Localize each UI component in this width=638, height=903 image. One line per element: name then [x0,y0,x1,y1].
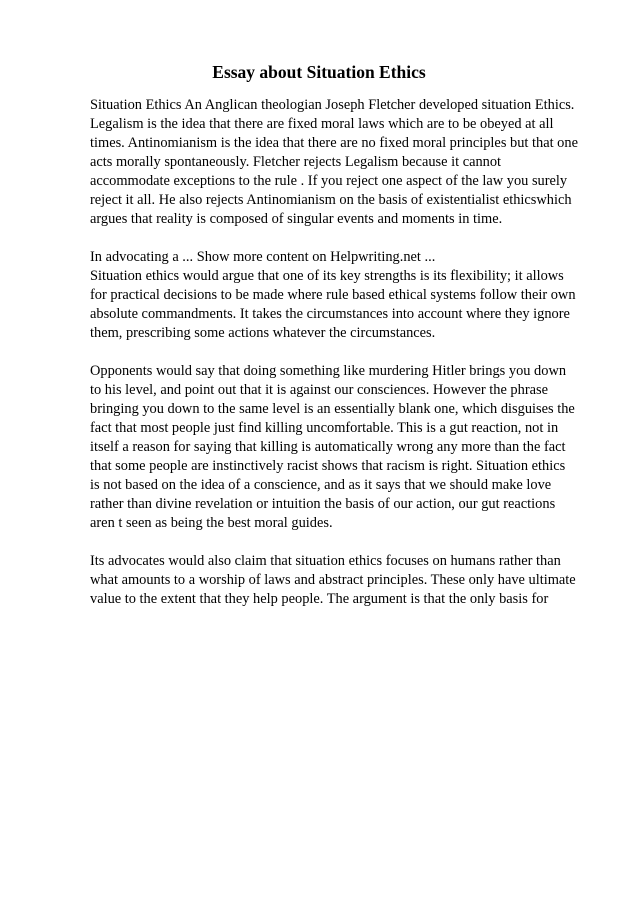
paragraph-1-line-5: accommodate exceptions to the rule . If you reject one aspect of the law you surely [90,173,568,189]
paragraph-3-line-7: is not based on the idea of a conscience, and as it says that we should make love [90,477,552,493]
paragraph-3-line-1: Opponents would say that doing something like murdering Hitler brings you down [90,363,567,379]
paragraph-1-line-6: reject it all. He also rejects Antinomianism on the basis of existentialist ethicswhich [90,192,572,208]
paragraph-3-line-2: to his level, and point out that it is against our consciences. However the phrase [90,382,548,398]
paragraph-2-line-3: for practical decisions to be made where rule based ethical systems follow their own [90,287,576,303]
paragraph-3-line-9: aren t seen as being the best moral guides. [90,515,333,531]
document-title: Essay about Situation Ethics [212,62,426,82]
paragraph-3-line-3: bringing you down to the same level is an essentially blank one, which disguises the [90,401,575,417]
paragraph-3-line-5: itself a reason for saying that killing is automatically wrong any more than the fact [90,439,566,455]
paragraph-2-line-2: Situation ethics would argue that one of its key strengths is its flexibility; it allows [90,268,564,284]
paragraph-4-line-3: value to the extent that they help people. The argument is that the only basis for [90,591,549,607]
paragraph-1-line-2: Legalism is the idea that there are fixed moral laws which are to be obeyed at all [90,116,554,132]
paragraph-3-line-8: rather than divine revelation or intuition the basis of our action, our gut reactions [90,496,556,512]
paragraph-2-line-5: them, prescribing some actions whatever the circumstances. [90,325,436,341]
paragraph-4-line-2: what amounts to a worship of laws and abstract principles. These only have ultimate [90,572,576,588]
paragraph-1-line-1: Situation Ethics An Anglican theologian Joseph Fletcher developed situation Ethics. [90,97,575,113]
paragraph-1-line-7: argues that reality is composed of singular events and moments in time. [90,211,503,227]
paragraph-3-line-4: fact that most people just find killing uncomfortable. This is a gut reaction, not in [90,420,559,436]
paragraph-2-line-1: In advocating a ... Show more content on Helpwriting.net ... [90,249,436,265]
paragraph-1-line-3: times. Antinomianism is the idea that there are no fixed moral principles but that one [90,135,578,151]
paragraph-2-line-4: absolute commandments. It takes the circumstances into account where they ignore [90,306,570,322]
paragraph-3-line-6: that some people are instinctively racist shows that racism is right. Situation ethics [90,458,566,474]
paragraph-4-line-1: Its advocates would also claim that situation ethics focuses on humans rather than [90,553,561,569]
paragraph-1-line-4: acts morally spontaneously. Fletcher rejects Legalism because it cannot [90,154,502,170]
